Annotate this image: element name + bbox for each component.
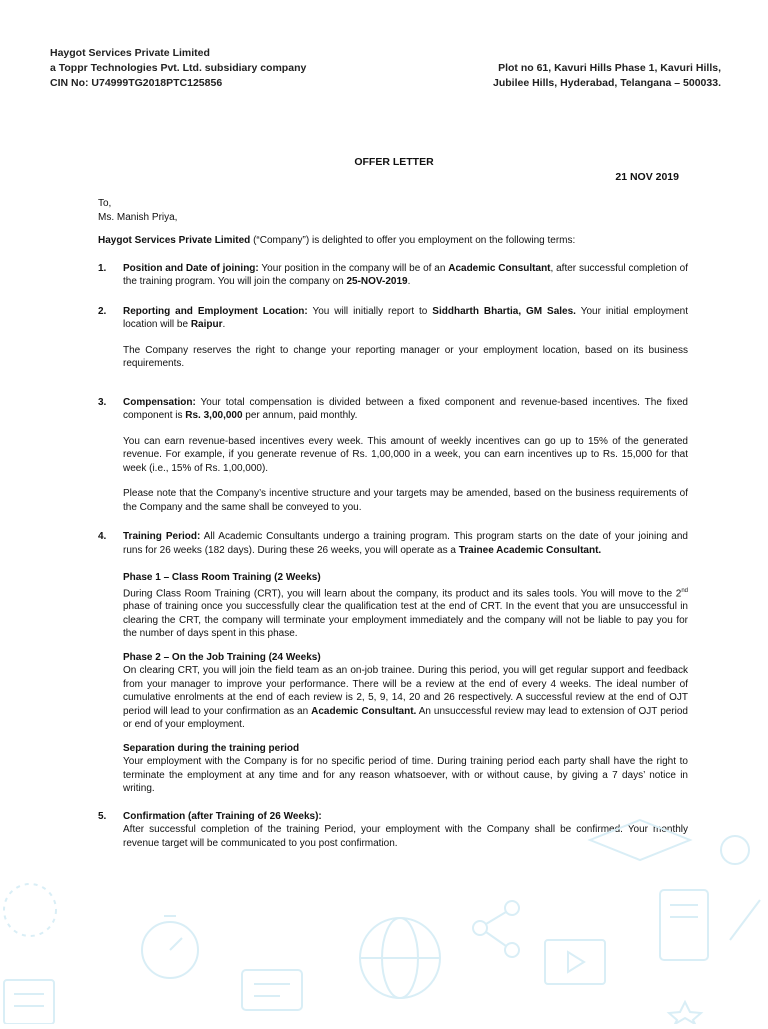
term-label: Compensation:: [123, 396, 196, 408]
reporting-note: The Company reserves the right to change your reporting manager or your employment location, based on its business requirements.: [123, 344, 688, 369]
term-position: [98, 262, 688, 289]
term-compensation: [98, 396, 688, 515]
text-span: per annum, paid monthly.: [242, 410, 358, 421]
bold-span: Academic Consultant: [448, 262, 551, 274]
cin-number: CIN No: U74999TG2018PTC125856: [50, 77, 223, 89]
document-icon: [4, 980, 54, 1024]
term-training: [98, 530, 688, 796]
intro-company: Haygot Services Private Limited: [98, 235, 251, 246]
recipient-name: Ms. Manish Priya,: [98, 211, 178, 223]
term-reporting: [98, 305, 688, 371]
pencil-icon: [730, 900, 760, 940]
star-icon: [669, 1002, 701, 1024]
intro-paragraph: [98, 234, 688, 248]
phase2-text: [123, 664, 688, 732]
intro-text: (“Company”) is delighted to offer you employment on the following terms:: [250, 235, 576, 246]
bold-span: Academic Consultant.: [311, 705, 417, 717]
term-number: 5.: [98, 810, 107, 822]
bold-span: Raipur: [190, 319, 223, 330]
graduation-cap-icon: [590, 820, 690, 860]
text-span: On clearing CRT, you will join the field team as an on-job trainee. During this period, you will get regular support and feedback from your manager to improve your performance. There will be a review at the end of every 4 weeks. The ideal number of cumulative enrolments at the end of each review is 2, 5, 9, 14, 20 and 26 respectively. A successful review at the end of OJT period will lead to your confirmation as an: [123, 665, 688, 717]
term-label: Training Period:: [123, 531, 201, 542]
text-span: Your position in the company will be of an: [258, 262, 449, 274]
term-label: Position and Date of joining:: [123, 262, 259, 274]
bold-span: Trainee Academic Consultant.: [458, 544, 602, 556]
term-number: 2.: [98, 305, 107, 317]
dashed-circle-icon: [4, 884, 56, 936]
phase1-title: Phase 1 – Class Room Training (2 Weeks): [123, 572, 321, 583]
separation-text: Your employment with the Company is for no specific period of time. During training period each party shall have the right to terminate the employment at any time and for any reason whatsoever, with or without cause, by giving a 7 days’ notice in writing.: [123, 756, 688, 795]
phase1-text: [123, 585, 688, 641]
term-text: [123, 396, 688, 423]
chat-bubble-icon: [242, 970, 302, 1010]
text-span: All Academic Consultants undergo a training program. This program starts on the date of your joining and runs for 26 weeks (182 days). During these 26 weeks, you will operate as a: [123, 531, 688, 556]
text-span: , after successful completion of the training program. You will join the company on: [123, 262, 688, 287]
term-text: [123, 530, 688, 557]
bold-span: Rs. 3,00,000: [185, 410, 243, 421]
tablet-icon: [660, 890, 708, 960]
phase2-title: Phase 2 – On the Job Training (24 Weeks): [123, 651, 321, 663]
text-span: .: [407, 276, 411, 287]
salutation-to: To,: [98, 198, 112, 209]
address-line-2: Jubilee Hills, Hyderabad, Telangana – 500033.: [493, 77, 721, 89]
decoration-icons: [0, 780, 768, 1024]
bold-span: 25-NOV-2019: [346, 276, 408, 287]
subsidiary-line: a Toppr Technologies Pvt. Ltd. subsidiary company: [50, 62, 307, 74]
separation-title: Separation during the training period: [123, 742, 300, 754]
term-number: 4.: [98, 531, 107, 542]
company-header: [50, 46, 306, 91]
incentive-note: Please note that the Company’s incentive structure and your targets may be amended, based on the business requirements of the Company and the same shall be conveyed to you.: [123, 488, 688, 513]
letter-body: [98, 197, 688, 850]
text-span: During Class Room Training (CRT), you will learn about the company, its product and its sales tools. You will move to the 2: [123, 587, 682, 599]
letter-date: 21 NOV 2019: [615, 171, 679, 183]
video-player-icon: [545, 940, 605, 984]
term-number: 1.: [98, 262, 107, 274]
term-number: 3.: [98, 396, 107, 408]
text-span: phase of training once you successfully clear the qualification test at the end of CRT. In the event that you are unsuccessful in clearing the CRT, the company will terminate your employment immediately and the company will not be liable to pay you for the number of days spent in this phase.: [123, 601, 688, 640]
background-decoration: [0, 780, 768, 1024]
term-label: Confirmation (after Training of 26 Weeks):: [123, 810, 322, 822]
company-address: [493, 61, 721, 91]
term-text: [123, 305, 688, 332]
bold-span: Siddharth Bhartia, GM Sales.: [432, 305, 576, 317]
text-span: .: [222, 319, 226, 330]
term-text: [123, 262, 688, 289]
address-line-1: Plot no 61, Kavuri Hills Phase 1, Kavuri Hills,: [498, 62, 721, 74]
text-span: Your total compensation is divided between a fixed component and revenue-based incentives. The fixed component is: [123, 396, 688, 421]
share-icon: [473, 921, 487, 935]
confirmation-text: After successful completion of the training Period, your employment with the Company shall be confirmed. Your monthly revenue target will be communicated to you post confirmation.: [123, 824, 688, 849]
incentive-paragraph: You can earn revenue-based incentives every week. This amount of weekly incentives can go up to 15% of the generated revenue. For example, if you generate revenue of Rs. 1,00,000 in a week, you can earn incentives up to Rs. 15,000 for that week (i.e., 15% of Rs. 1,00,000).: [123, 435, 688, 474]
text-span: You will initially report to: [307, 305, 433, 317]
text-span: Your initial employment location will be: [123, 305, 688, 330]
bulb-icon: [721, 836, 749, 864]
letter-title: OFFER LETTER: [354, 156, 434, 168]
company-name: Haygot Services Private Limited: [50, 47, 210, 59]
text-span: An unsuccessful review may lead to extension of OJT period or end of your employment.: [123, 705, 688, 731]
term-label: Reporting and Employment Location:: [123, 305, 308, 317]
superscript: nd: [681, 587, 688, 594]
